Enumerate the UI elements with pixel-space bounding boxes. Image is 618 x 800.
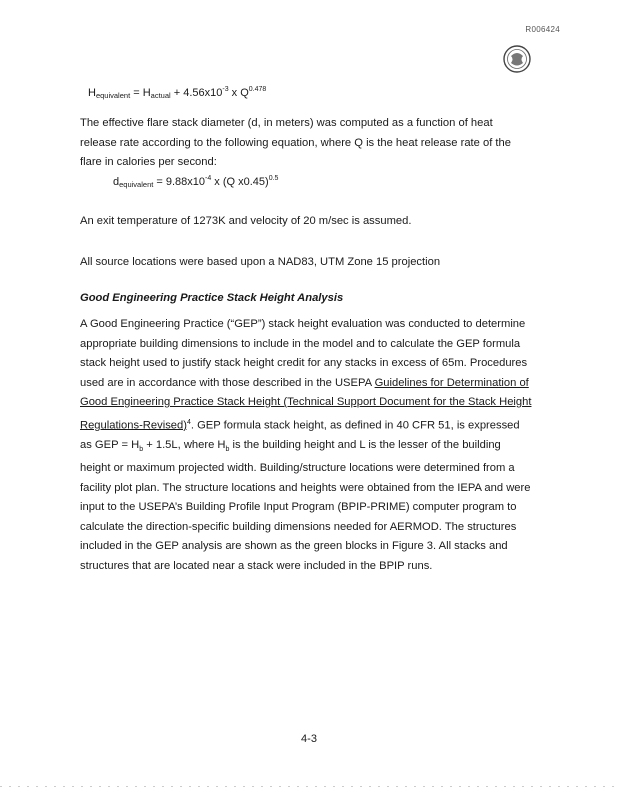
gep-analysis-paragraph: A Good Engineering Practice (“GEP”) stack height evaluation was conducted to determine appropriate building dimensions to include in the model and to calculate the GEP formula stack height used to justify stack height credit for any stacks in excess of 65m. Procedures used are in accordance with those described in the USEPA Guidelines for Determination of Good Engineering Practice Stack Height (Technical Support Document for the Stack Height Regulations-Revised)$^4$. GEP formula stack height, as defined in 40 CFR 51, is expressed as GEP = $H_b + 1.5L$, where $H_b$ is the building height and L is the lesser of the building height or maximum projected width. Building/structure locations were determined from a facility plot plan. The structure locations and heights were obtained from the IEPA and were input to the USEPA’s Building Profile Input Program (BPIP-PRIME) computer program to calculate the direction-specific building dimensions needed for AERMOD. The structures included in the GEP analysis are shown as the green blocks in Figure 3. All stacks and structures that are located near a stack were included in the BPIP runs. [80,318,532,572]
footnote-ref: 4 [186,418,191,426]
document-id: R006424 [525,25,560,34]
footer-divider [0,786,618,788]
exit-temperature-paragraph: An exit temperature of 1273K and velocity of 20 m/sec is assumed. [80,215,412,227]
diameter-equation: $d_{equivalent} = 9.88x10^{-4}$ x (Q x0.45)$^{0.5}$ [113,175,279,189]
guidelines-reference: Guidelines for Determination of Good Engineering Practice Stack Height (Technical Support Document for the Stack Height Regulations-Revised) [80,376,532,432]
section-heading: Good Engineering Practice Stack Height Analysis [80,292,344,304]
source-locations-paragraph: All source locations were based upon a NAD83, UTM Zone 15 projection [80,256,441,268]
seal-logo-icon [502,44,532,74]
stack-height-equation: $H_{equivalent} = H_{actual} + 4.56x10^{-3}$ x $Q^{0.478}$ [88,86,267,100]
diameter-paragraph: The effective flare stack diameter (d, in meters) was computed as a function of heat release rate according to the following equation, where Q is the heat release rate of the flare in calories per second: [80,117,511,168]
page-number: 4-3 [301,733,317,745]
